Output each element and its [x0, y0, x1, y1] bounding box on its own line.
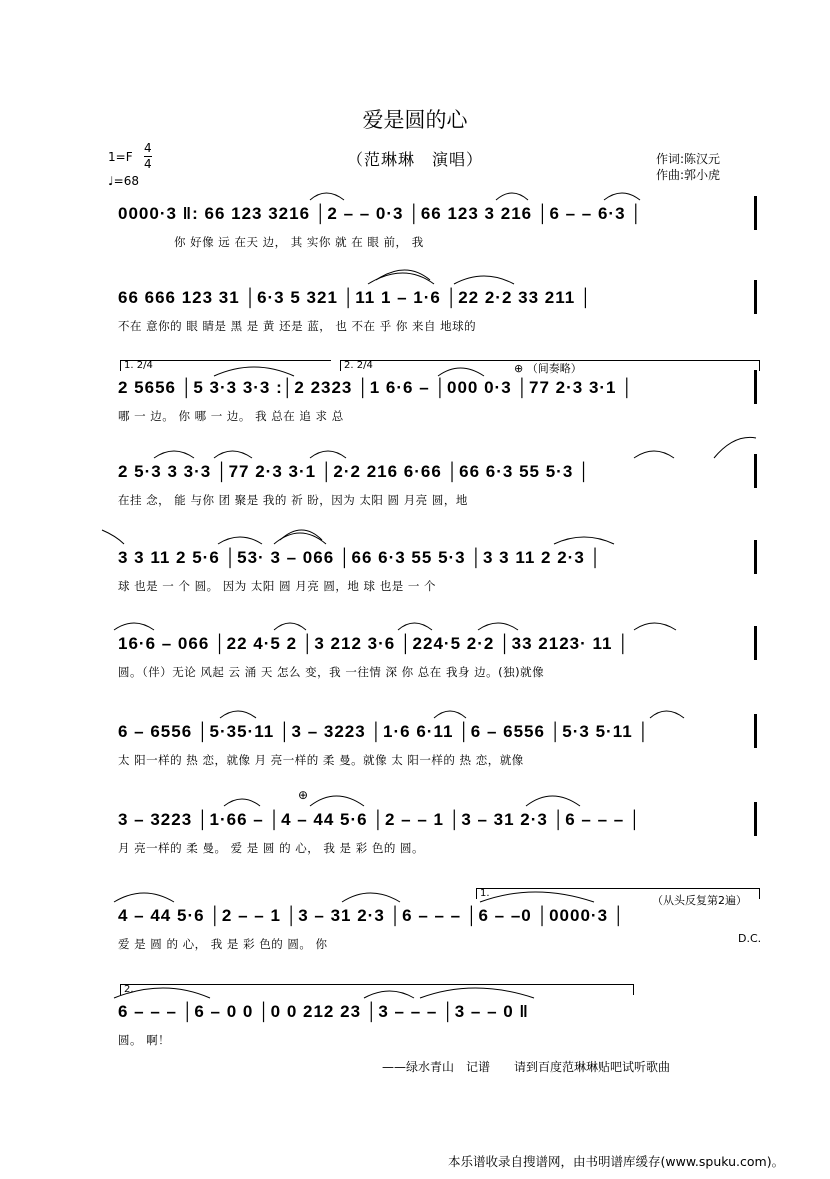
note-line: 2 5656 │5 3·3 3·3 :│2 2323 │1 6·6 – │000 0·3 │77 2·3 3·1 │ [118, 378, 634, 397]
volta-2-label: 2. [124, 984, 134, 995]
time-signature-bottom: 4 [144, 157, 152, 171]
lyric-line: 你 好像 远 在天 边， 其 实你 就 在 眼 前， 我 [174, 235, 424, 249]
lyric-line: 爱 是 圆 的 心， 我 是 彩 色的 圆。 你 [118, 937, 328, 951]
barline [754, 626, 757, 660]
note-line: 66 666 123 31 │6·3 5 321 │11 1 – 1·6 │22 2·2 33 211 │ [118, 288, 593, 307]
lyric-line: 不在 意你的 眼 睛是 黑 是 黄 还是 蓝， 也 不在 乎 你 来自 地球的 [118, 319, 477, 333]
time-signature [144, 141, 152, 172]
slur-marks [114, 700, 759, 724]
time-signature-top: 4 [144, 141, 152, 155]
note-line: 4 – 44 5·6 │2 – – 1 │3 – 31 2·3 │6 – – – │6 – –0 │0000·3 │ [118, 906, 626, 925]
barline [754, 370, 757, 404]
source-note: 本乐谱收录自搜谱网，由书明谱库缓存(www.spuku.com)。 [448, 1154, 785, 1169]
barline [754, 280, 757, 314]
note-line: 16·6 – 066 │22 4·5 2 │3 212 3·6 │224·5 2·2 │33 2123· 11 │ [118, 634, 630, 653]
barline [754, 454, 757, 488]
slur-marks [114, 526, 759, 550]
slur-marks [114, 440, 759, 464]
volta-1-label: 1. [480, 888, 490, 899]
composer-credit: 作曲:郭小虎 [656, 168, 721, 182]
barline [754, 802, 757, 836]
key-signature: 1=F [108, 150, 133, 164]
tempo-marking: ♩=68 [108, 174, 139, 188]
slur-marks [114, 182, 759, 206]
volta-2-label: 2. 2/4 [344, 360, 373, 371]
note-line: 3 – 3223 │1·66 – │4 – 44 5·6 │2 – – 1 │3 – 31 2·3 │6 – – – │ [118, 810, 642, 829]
note-line: 6 – – – │6 – 0 0 │0 0 212 23 │3 – – – │3 – – 0 ‖ [118, 1002, 529, 1021]
slur-marks [114, 612, 759, 636]
note-line: 6 – 6556 │5·35·11 │3 – 3223 │1·6 6·11 │6 – 6556 │5·3 5·11 │ [118, 722, 651, 741]
slur-marks [114, 884, 759, 908]
slur-marks [114, 266, 759, 290]
coda-icon: ⊕ [298, 788, 309, 802]
lyric-line: 哪 一 边。 你 哪 一 边。 我 总在 追 求 总 [118, 409, 344, 423]
barline [754, 714, 757, 748]
lyric-line: 圆。（伴）无论 风起 云 涌 天 怎么 变，我 一往情 深 你 总在 我身 边。(独)就像 [118, 665, 545, 679]
dc-marking: D.C. [738, 932, 762, 945]
lyricist-credit: 作词:陈汉元 [656, 152, 721, 166]
lyric-line: 圆。 啊！ [118, 1033, 171, 1047]
lyric-line: 月 亮一样的 柔 曼。 爱 是 圆 的 心， 我 是 彩 色的 圆。 [118, 841, 425, 855]
slur-marks [114, 980, 759, 1004]
slur-marks [114, 356, 759, 380]
lyric-line: 太 阳一样的 热 恋，就像 月 亮一样的 柔 曼。就像 太 阳一样的 热 恋，就像 [118, 753, 524, 767]
song-title: 爱是圆的心 [362, 108, 468, 132]
slur-marks [114, 788, 759, 812]
dc-note: （从头反复第2遍） [652, 894, 747, 907]
coda-icon: ⊕ [514, 362, 524, 375]
lyric-line: 在挂 念， 能 与你 团 聚是 我的 祈 盼，因为 太阳 圆 月亮 圆，地 [118, 493, 468, 507]
note-line: 0000·3 ‖: 66 123 3216 │2 – – 0·3 │66 123 3 216 │6 – – 6·3 │ [118, 204, 643, 223]
note-line: 2 5·3 3 3·3 │77 2·3 3·1 │2·2 216 6·66 │66 6·3 55 5·3 │ [118, 462, 591, 481]
transcriber-credit: ——绿水青山 记谱 请到百度范琳琳贴吧试听歌曲 [382, 1060, 671, 1074]
note-line: 3 3 11 2 5·6 │53· 3 – 066 │66 6·3 55 5·3 │3 3 11 2 2·3 │ [118, 548, 603, 567]
interlude-label: （间奏略） [526, 362, 582, 375]
performer: （范琳琳 演唱） [346, 150, 483, 169]
barline [754, 540, 757, 574]
lyric-line: 球 也是 一 个 圆。 因为 太阳 圆 月亮 圆，地 球 也是 一 个 [118, 579, 437, 593]
barline [754, 196, 757, 230]
score-row-10 [114, 984, 759, 1092]
volta-1-label: 1. 2/4 [124, 360, 153, 371]
